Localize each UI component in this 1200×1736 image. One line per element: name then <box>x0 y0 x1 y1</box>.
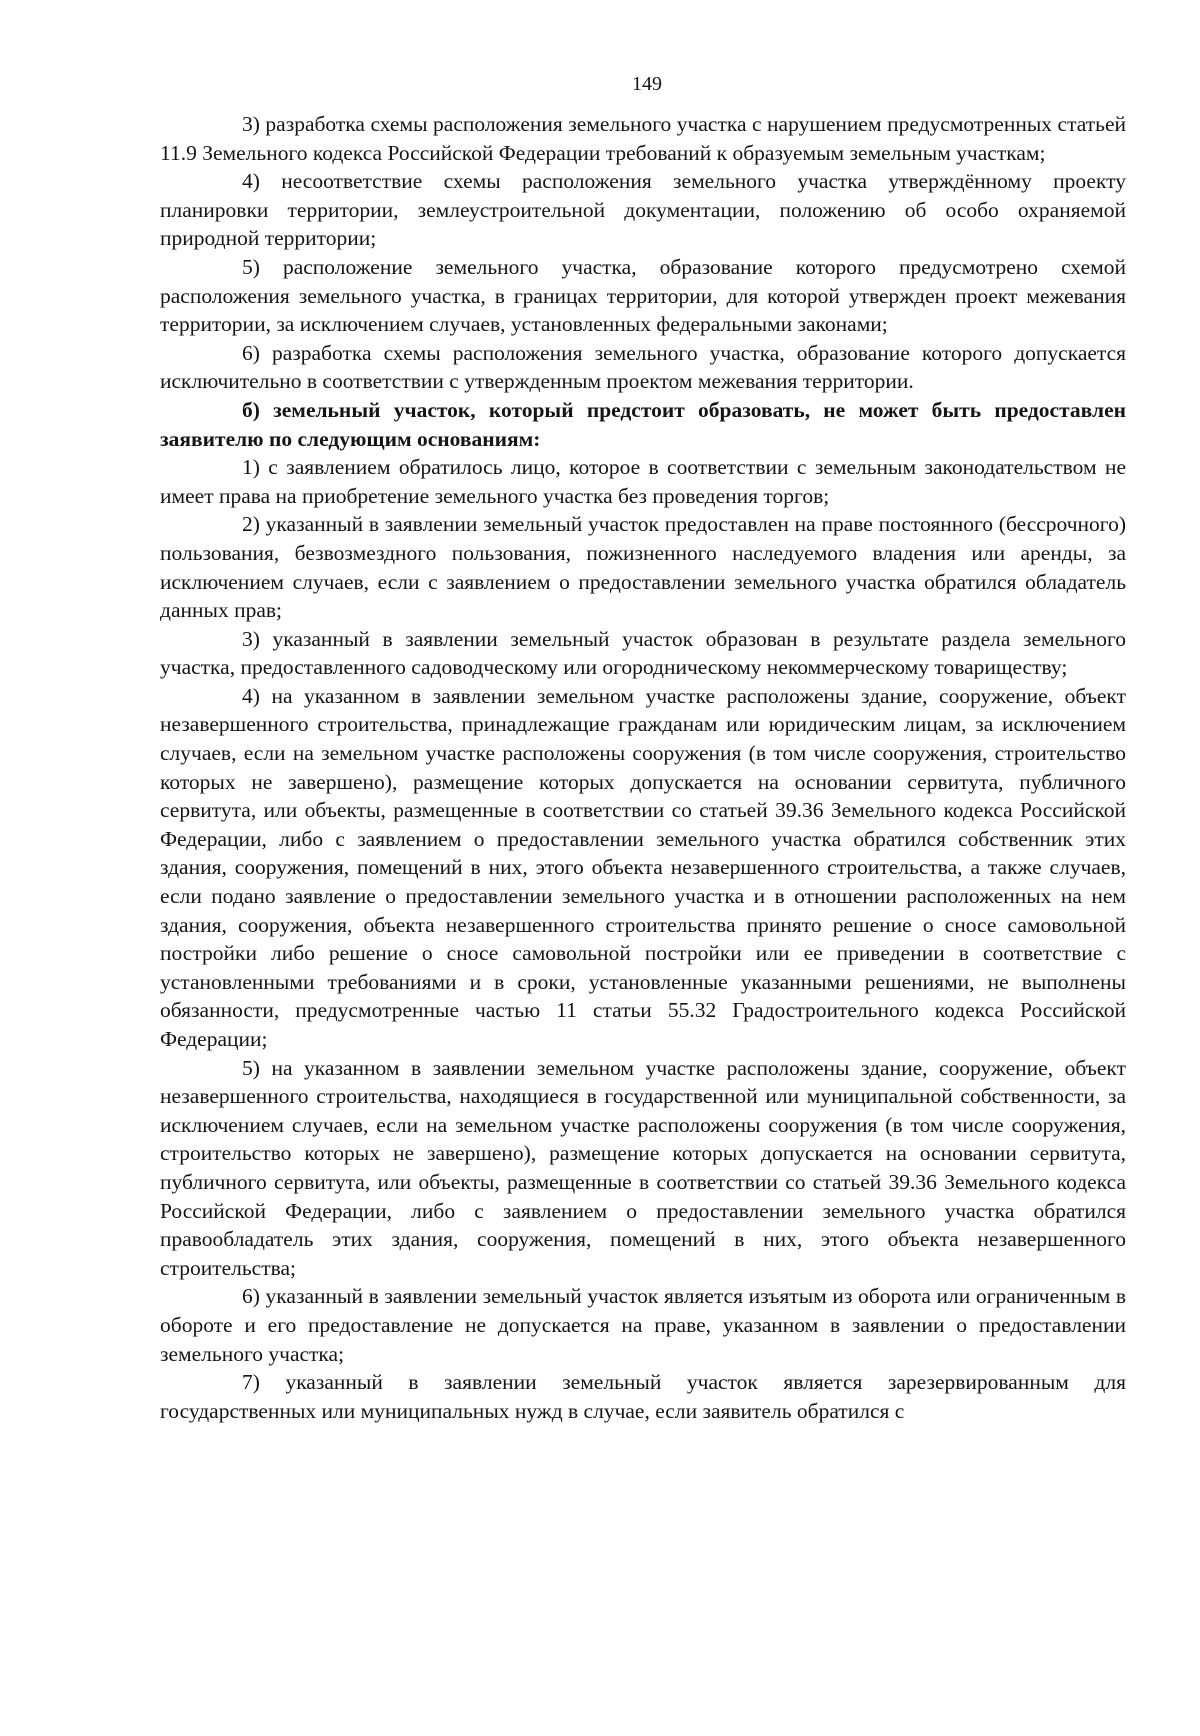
paragraph-b-item-4: 4) на указанном в заявлении земельном участке расположены здание, сооружение, объект незавершенного строительства, принадлежащие гражданам или юридическим лицам, за исключением случаев, если на земельном участке расположены сооружения (в том числе сооружения, строительство которых не завершено), размещение которых допускается на основании сервитута, публичного сервитута, или объекты, размещенные в соответствии со статьей 39.36 Земельного кодекса Российской Федерации, либо с заявлением о предоставлении земельного участка обратился собственник этих здания, сооружения, помещений в них, этого объекта незавершенного строительства, а также случаев, если подано заявление о предоставлении земельного участка и в отношении расположенных на нем здания, сооружения, объекта незавершенного строительства принято решение о сносе самовольной постройки либо решение о сносе самовольной постройки или ее приведении в соответствие с установленными требованиями и в сроки, установленные указанными решениями, не выполнены обязанности, предусмотренные частью 11 статьи 55.32 Градостроительного кодекса Российской Федерации; <box>160 683 1126 1051</box>
paragraph-item-5: 5) расположение земельного участка, образование которого предусмотрено схемой расположения земельного участка, в границах территории, для которой утвержден проект межевания территории, за исключением случаев, установленных федеральными законами; <box>160 254 1126 337</box>
paragraph-b-item-1: 1) с заявлением обратилось лицо, которое в соответствии с земельным законодательством не имеет права на приобретение земельного участка без проведения торгов; <box>160 455 1126 508</box>
paragraph-item-4: 4) несоответствие схемы расположения земельного участка утверждённому проекту планировки территории, землеустроительной документации, положению об особо охраняемой природной территории; <box>160 169 1126 251</box>
paragraph-b-item-3: 3) указанный в заявлении земельный участок образован в результате раздела земельного участка, предоставленного садоводческому или огородническому некоммерческому товариществу; <box>160 626 1126 680</box>
section-heading-b: б) земельный участок, который предстоит образовать, не может быть предоставлен заявителю по следующим основаниям: <box>160 397 1126 451</box>
document-page <box>160 70 1126 1425</box>
page-number: 149 <box>632 73 662 95</box>
paragraph-b-item-2: 2) указанный в заявлении земельный участок предоставлен на праве постоянного (бессрочного) пользования, безвозмездного пользования, пожизненного наследуемого владения или аренды, за исключением случаев, если с заявлением о предоставлении земельного участка обратился обладатель данных прав; <box>160 512 1126 623</box>
paragraph-item-6: 6) разработка схемы расположения земельного участка, образование которого допускается исключительно в соответствии с утвержденным проектом межевания территории. <box>160 340 1126 394</box>
paragraph-b-item-7: 7) указанный в заявлении земельный участок является зарезервированным для государственных или муниципальных нужд в случае, если заявитель обратился с <box>160 1370 1126 1423</box>
paragraph-item-3: 3) разработка схемы расположения земельного участка с нарушением предусмотренных статьей 11.9 Земельного кодекса Российской Федерации требований к образуемым земельным участкам; <box>160 112 1126 165</box>
paragraph-b-item-5: 5) на указанном в заявлении земельном участке расположены здание, сооружение, объект незавершенного строительства, находящиеся в государственной или муниципальной собственности, за исключением случаев, если на земельном участке расположены сооружения (в том числе сооружения, строительство которых не завершено), размещение которых допускается на основании сервитута, публичного сервитута, или объекты, размещенные в соответствии со статьей 39.36 Земельного кодекса Российской Федерации, либо с заявлением о предоставлении земельного участка обратился правообладатель этих здания, сооружения, помещений в них, этого объекта незавершенного строительства; <box>160 1055 1126 1280</box>
paragraph-b-item-6: 6) указанный в заявлении земельный участок является изъятым из оборота или ограниченным в обороте и его предоставление не допускается на праве, указанном в заявлении о предоставлении земельного участка; <box>160 1284 1126 1366</box>
